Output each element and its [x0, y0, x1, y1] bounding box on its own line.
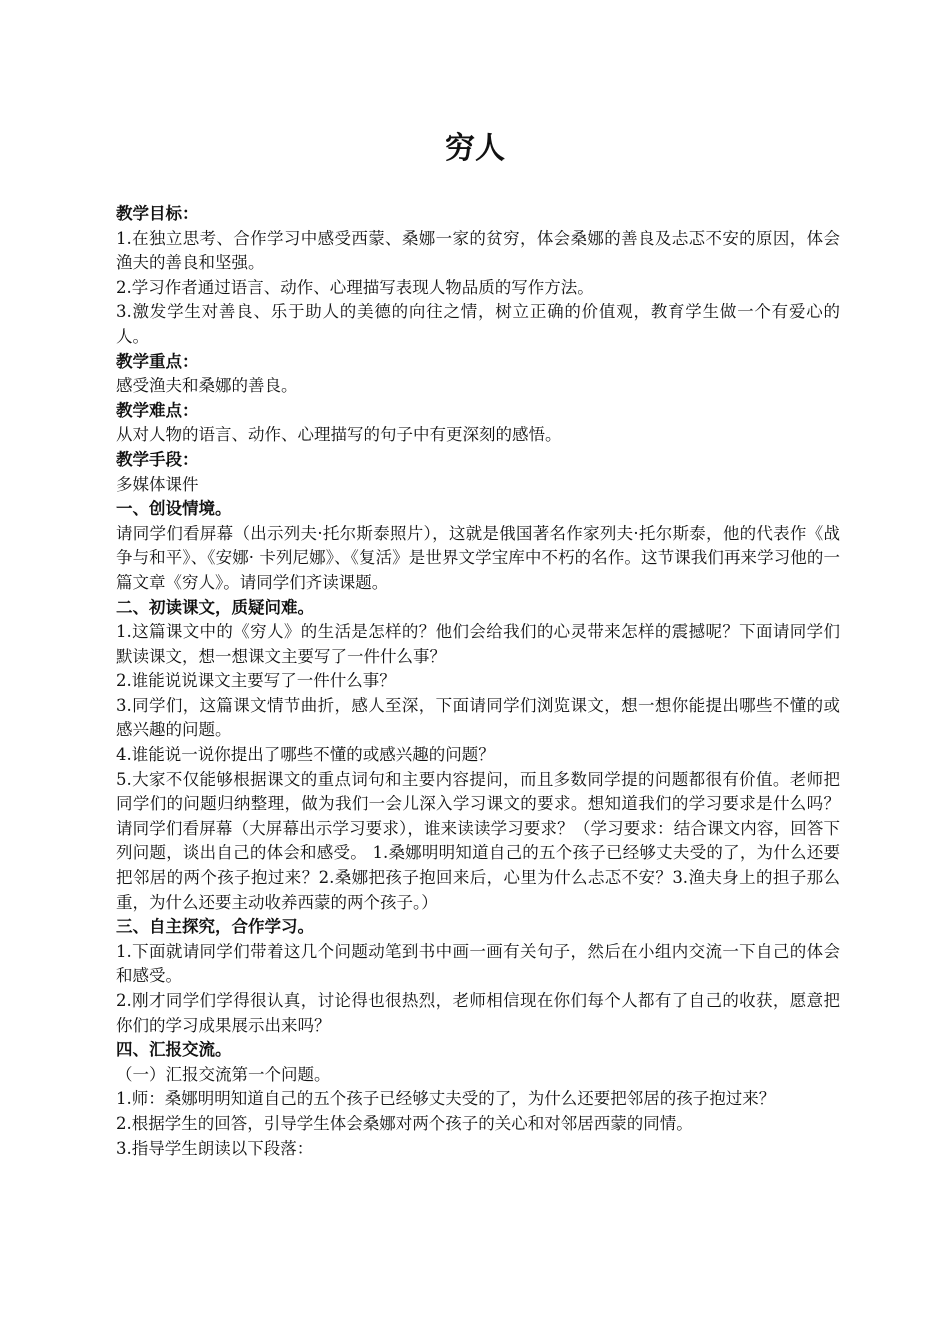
subheading-section-4-part-1: （一）汇报交流第一个问题。 — [116, 1064, 331, 1084]
heading-teaching-difficulty: 教学难点： — [116, 400, 199, 420]
paragraph-section-3-item-1: 1.下面就请同学们带着这几个问题动笔到书中画一画有关句子，然后在小组内交流一下自己的体会和感受。 — [116, 941, 840, 986]
paragraph-section-4-item-2: 2.根据学生的回答，引导学生体会桑娜对两个孩子的关心和对邻居西蒙的同情。 — [116, 1113, 693, 1133]
heading-section-2: 二、初读课文，质疑问难。 — [116, 597, 314, 617]
paragraph-section-2-item-5: 5.大家不仅能够根据课文的重点词句和主要内容提问，而且多数同学提的问题都很有价值。老师把同学们的问题归纳整理，做为我们一会儿深入学习课文的要求。想知道我们的学习要求是什么吗？请同学们看屏幕（大屏幕出示学习要求），谁来读读学习要求？（学习要求：结合课文内容，回答下列问题，谈出自己的体会和感受。 1.桑娜明明知道自己的五个孩子已经够丈夫受的了，为什么还要把邻居的两个孩子抱过来？2.桑娜把孩子抱回来后，心里为什么忐忑不安？3.渔夫身上的担子那么重，为什么还要主动收养西蒙的两个孩子。） — [116, 769, 840, 912]
paragraph-goal-2: 2.学习作者通过语言、动作、心理描写表现人物品质的写作方法。 — [116, 277, 594, 297]
page-title: 穷人 — [445, 131, 505, 166]
heading-section-3: 三、自主探究，合作学习。 — [116, 917, 314, 937]
paragraph-section-1: 请同学们看屏幕（出示列夫·托尔斯泰照片），这就是俄国著名作家列夫·托尔斯泰，他的代表作《战争与和平》、《安娜· 卡列尼娜》、《复活》是世界文学宝库中不朽的名作。这节课我们再来学习他的一篇文章《穷人》。请同学们齐读课题。 — [116, 523, 840, 592]
paragraph-goal-3: 3.激发学生对善良、乐于助人的美德的向往之情，树立正确的价值观，教育学生做一个有爱心的人。 — [116, 302, 840, 346]
paragraph-section-2-item-4: 4.谁能说一说你提出了哪些不懂的或感兴趣的问题？ — [116, 745, 495, 765]
paragraph-teaching-difficulty: 从对人物的语言、动作、心理描写的句子中有更深刻的感悟。 — [116, 425, 562, 445]
paragraph-goal-1: 1.在独立思考、合作学习中感受西蒙、桑娜一家的贫穷，体会桑娜的善良及忐忑不安的原因，体会渔夫的善良和坚强。 — [116, 228, 840, 273]
heading-teaching-goals: 教学目标： — [116, 204, 199, 223]
document-body — [116, 202, 840, 1161]
paragraph-section-4-item-3: 3.指导学生朗读以下段落： — [116, 1138, 314, 1158]
paragraph-teaching-key: 感受渔夫和桑娜的善良。 — [116, 376, 298, 396]
heading-section-4: 四、汇报交流。 — [116, 1040, 232, 1060]
paragraph-section-2-item-1: 1.这篇课文中的《穷人》的生活是怎样的？他们会给我们的心灵带来怎样的震撼呢？下面请同学们默读课文，想一想课文主要写了一件什么事？ — [116, 622, 840, 666]
paragraph-section-4-item-1: 1.师：桑娜明明知道自己的五个孩子已经够丈夫受的了，为什么还要把邻居的孩子抱过来？ — [116, 1089, 776, 1109]
heading-section-1: 一、创设情境。 — [116, 499, 232, 519]
paragraph-teaching-means: 多媒体课件 — [116, 474, 199, 494]
paragraph-section-3-item-2: 2.刚才同学们学得很认真，讨论得也很热烈，老师相信现在你们每个人都有了自己的收获，愿意把你们的学习成果展示出来吗？ — [116, 991, 840, 1035]
paragraph-section-2-item-2: 2.谁能说说课文主要写了一件什么事？ — [116, 671, 396, 691]
paragraph-section-2-item-3: 3.同学们，这篇课文情节曲折，感人至深，下面请同学们浏览课文，想一想你能提出哪些不懂的或感兴趣的问题。 — [116, 695, 840, 740]
heading-teaching-means: 教学手段： — [116, 449, 199, 469]
heading-teaching-key: 教学重点： — [116, 351, 199, 371]
